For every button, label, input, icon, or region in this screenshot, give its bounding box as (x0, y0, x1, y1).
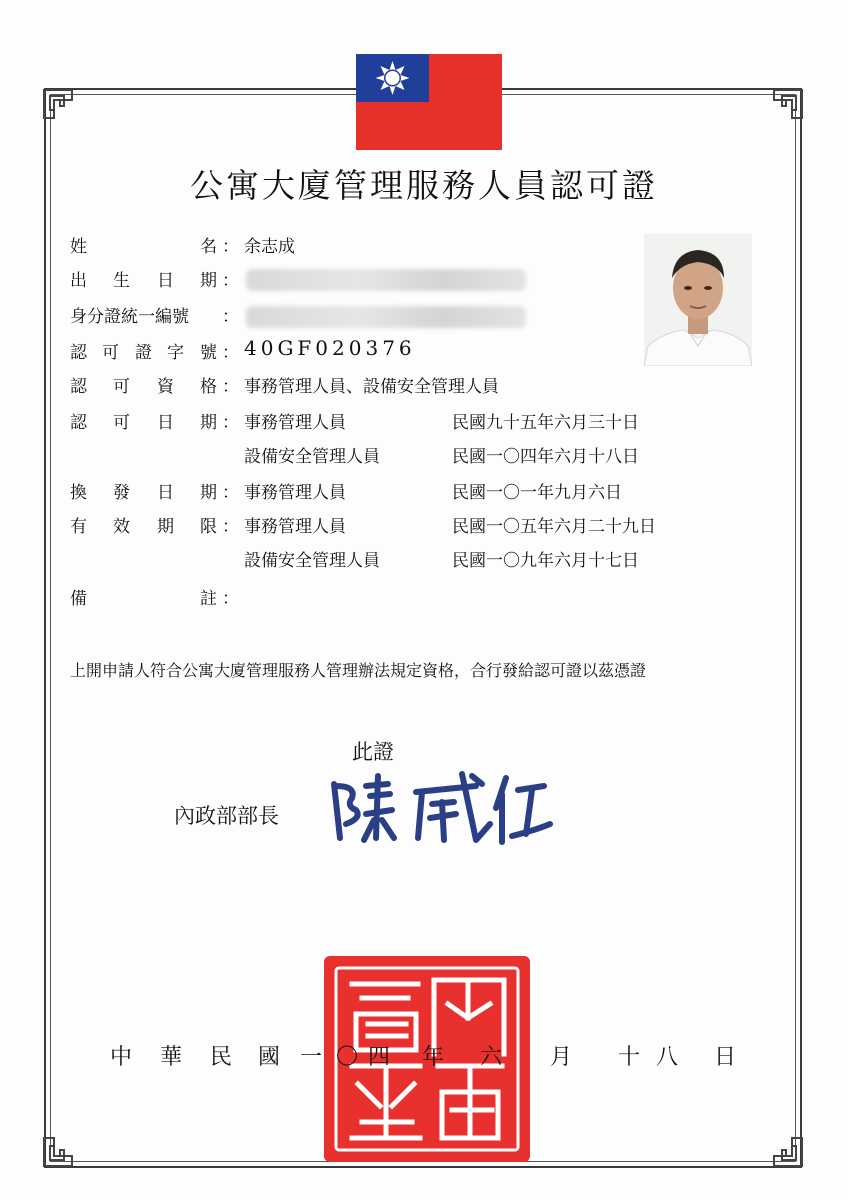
corner-ornament-bottom-right (770, 1134, 804, 1168)
field-label: 有 效 期 限 (70, 517, 217, 537)
approval-role-2: 設備安全管理人員 (244, 447, 380, 467)
minister-signature (326, 764, 556, 854)
reissue-role-1: 事務管理人員 (244, 483, 346, 503)
validity-role-2: 設備安全管理人員 (244, 551, 380, 571)
redacted-birth-date (246, 269, 526, 291)
approval-date-1: 民國九十五年六月三十日 (452, 413, 639, 433)
field-label: 認 可 資 格 (70, 377, 217, 397)
cert-number-value: 40GF020376 (244, 336, 416, 360)
validity-role-1: 事務管理人員 (244, 517, 346, 537)
corner-ornament-top-left (42, 88, 76, 122)
name-value: 余志成 (244, 237, 295, 257)
field-label: 身分證統一編號 (70, 307, 189, 327)
approval-date-2: 民國一〇四年六月十八日 (452, 447, 639, 467)
validity-date-1: 民國一〇五年六月二十九日 (452, 517, 656, 537)
certificate-page: 公寓大廈管理服務人員認可證 姓 名 ： 余志成 出 生 日 期 ： 身分證統一編號 ： 認 可 證 字 號 ： 40GF020376 認 可 資 格 ： 事務管理人員、設備安全管理人員 認 可 日 期 ： 事務管理人員 民國九十五年六月三十日 設備安全管理人員 民國一〇四年六月十八日 換 發 日 期 ： 事務管理人員 民國一〇一年九月六日 有 效 期 限 ： 事務管理人員 民國一〇五年六月二十九日 設備安全管理人員 民國一〇九年六月十七日 備 註 ： 上開申請人符合公寓大廈管理服務人管理辦法規定資格，合行發給認可證以茲憑證 此證 內政部部長 中 華 民 國 一 〇 四 年 六 月 十 八 日 (0, 0, 848, 1200)
corner-ornament-bottom-left (42, 1134, 76, 1168)
reissue-date-1: 民國一〇一年九月六日 (452, 483, 622, 503)
statement-text: 上開申請人符合公寓大廈管理服務人管理辦法規定資格，合行發給認可證以茲憑證 (70, 661, 647, 680)
redacted-id-number (246, 306, 526, 328)
certificate-title: 公寓大廈管理服務人員認可證 (190, 166, 658, 205)
field-label: 認 可 證 字 號 (70, 343, 217, 363)
field-label: 出 生 日 期 (70, 271, 217, 291)
ci-text: 此證 (352, 740, 394, 764)
field-label: 姓 名 (70, 237, 217, 257)
validity-date-2: 民國一〇九年六月十七日 (452, 551, 639, 571)
minister-title: 內政部部長 (174, 804, 279, 828)
holder-photo (644, 234, 752, 366)
field-label: 備 註 (70, 589, 217, 609)
national-flag-icon (356, 54, 502, 150)
field-label: 認 可 日 期 (70, 413, 217, 433)
field-label: 換 發 日 期 (70, 483, 217, 503)
qualification-value: 事務管理人員、設備安全管理人員 (244, 377, 499, 397)
approval-role-1: 事務管理人員 (244, 413, 346, 433)
corner-ornament-top-right (770, 88, 804, 122)
